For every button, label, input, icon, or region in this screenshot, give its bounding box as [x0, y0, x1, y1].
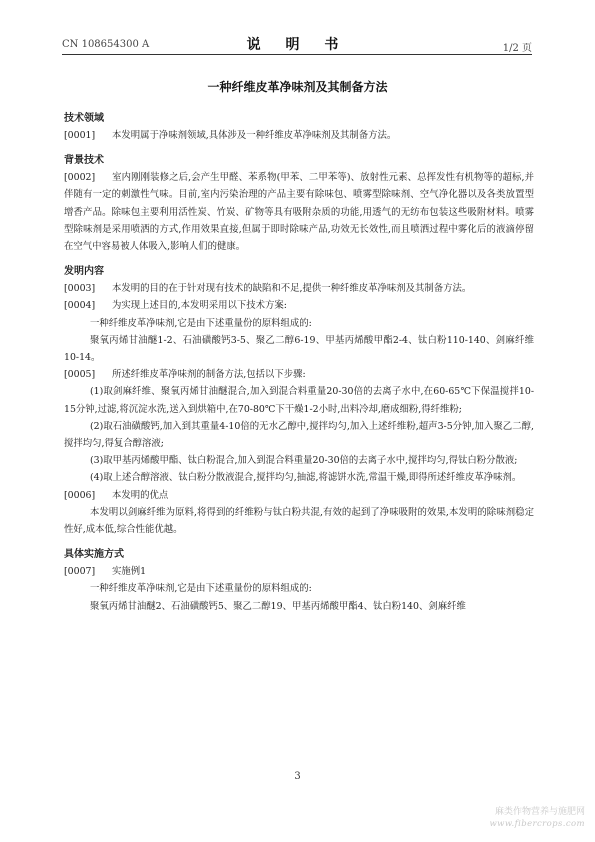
watermark: [489, 806, 585, 830]
page-number: 3: [294, 771, 301, 782]
paragraph-text: 聚氧丙烯甘油醚1-2、石油磺酸钙3-5、聚乙二醇6-19、甲基丙烯酸甲酯2-4、钛白粉110-140、剑麻纤维10-14。: [64, 334, 534, 364]
paragraph-0003: [64, 280, 534, 297]
paragraph-text: 室内刚刚装修之后,会产生甲醛、苯系物(甲苯、二甲苯等)、放射性元素、总挥发性有机物等的超标,并伴随有一定的刺激性气味。目前,室内污染治理的产品主要有除味包、喷雾型除味剂、空气净化器以及各类放置型增香产品。除味包主要利用活性炭、竹炭、矿物等具有吸附杂质的功能,用透气的无纺布包装这些吸附材料。喷雾型除味剂是采用喷洒的方式,作用效果直接,但属于即时除味产品,功效无长效性,而且喷洒过程中雾化后的液滴停留在空气中容易被人体吸入,影响人们的健康。: [64, 172, 534, 253]
paragraph-number: [0005]: [64, 369, 96, 381]
paragraph-0006: [64, 487, 534, 504]
paragraph-0007: [64, 563, 534, 580]
document-type: 说 明 书: [246, 37, 349, 53]
paragraph-text: 本发明的目的在于针对现有技术的缺陷和不足,提供一种纤维皮革净味剂及其制备方法。: [112, 283, 472, 295]
paragraph-number: [0002]: [64, 172, 96, 184]
paragraph-text: 聚氧丙烯甘油醚2、石油磺酸钙5、聚乙二醇19、甲基丙烯酸甲酯4、钛白粉140、剑麻纤维: [90, 600, 466, 612]
watermark-site-name: 麻类作物营养与施肥网: [494, 807, 585, 817]
paragraph-text: 一种纤维皮革净味剂,它是由下述重量份的原料组成的:: [90, 317, 312, 329]
paragraph-text: 所述纤维皮革净味剂的制备方法,包括以下步骤:: [112, 369, 306, 381]
paragraph-text: 为实现上述目的,本发明采用以下技术方案:: [112, 300, 287, 312]
paragraph-number: [0007]: [64, 566, 96, 578]
paragraph-number: [0001]: [64, 130, 96, 141]
step-3: (3)取甲基丙烯酸甲酯、钛白粉混合,加入到混合料重量20-30倍的去离子水中,搅拌均匀,得钛白粉分散液;: [90, 455, 518, 467]
step-1: (1)取剑麻纤维、聚氧丙烯甘油醚混合,加入到混合料重量20-30倍的去离子水中,在60-65℃下保温搅拌10-15分钟,过滤,将沉淀水洗,送入到烘箱中,在70-80℃下干燥1-2小时,出料冷却,磨成细粉,得纤维粉;: [64, 386, 534, 415]
paragraph-number: [0006]: [64, 489, 96, 501]
paragraph-text: 一种纤维皮革净味剂,它是由下述重量份的原料组成的:: [90, 583, 312, 595]
paragraph-number: [0003]: [64, 283, 96, 295]
paragraph-0001: [64, 127, 534, 144]
header-rule: [62, 54, 532, 55]
page-count: 1/2 页: [502, 43, 532, 54]
section-heading-embodiment: 具体实施方式: [64, 549, 124, 561]
document-title: 一种纤维皮革净味剂及其制备方法: [207, 80, 388, 94]
section-heading-background: 背景技术: [64, 155, 104, 167]
paragraph-0005: [64, 366, 534, 383]
paragraph-text: 实施例1: [112, 566, 147, 578]
patent-number: CN 108654300 A: [62, 39, 150, 50]
document-body: [64, 104, 534, 615]
paragraph-text: 本发明属于净味剂领域,具体涉及一种纤维皮革净味剂及其制备方法。: [112, 130, 397, 141]
paragraph-0004: [64, 297, 534, 314]
paragraph-text: 本发明以剑麻纤维为原料,将得到的纤维粉与钛白粉共混,有效的起到了净味吸附的效果,本发明的除味剂稳定性好,成本低,综合性能优越。: [64, 506, 534, 536]
paragraph-number: [0004]: [64, 300, 96, 312]
watermark-url: www.fibercrops.com: [489, 819, 585, 829]
step-2: (2)取石油磺酸钙,加入到其重量4-10倍的无水乙醇中,搅拌均匀,加入上述纤维粉,超声3-5分钟,加入聚乙二醇,搅拌均匀,得复合醇溶液;: [64, 420, 534, 450]
step-4: (4)取上述合醇溶液、钛白粉分散液混合,搅拌均匀,抽滤,将滤饼水洗,常温干燥,即得所述纤维皮革净味剂。: [90, 472, 522, 484]
section-heading-summary: 发明内容: [64, 266, 104, 278]
section-heading-tech-field: 技术领域: [64, 113, 104, 124]
paragraph-0002: [64, 169, 534, 255]
paragraph-text: 本发明的优点: [112, 489, 169, 501]
